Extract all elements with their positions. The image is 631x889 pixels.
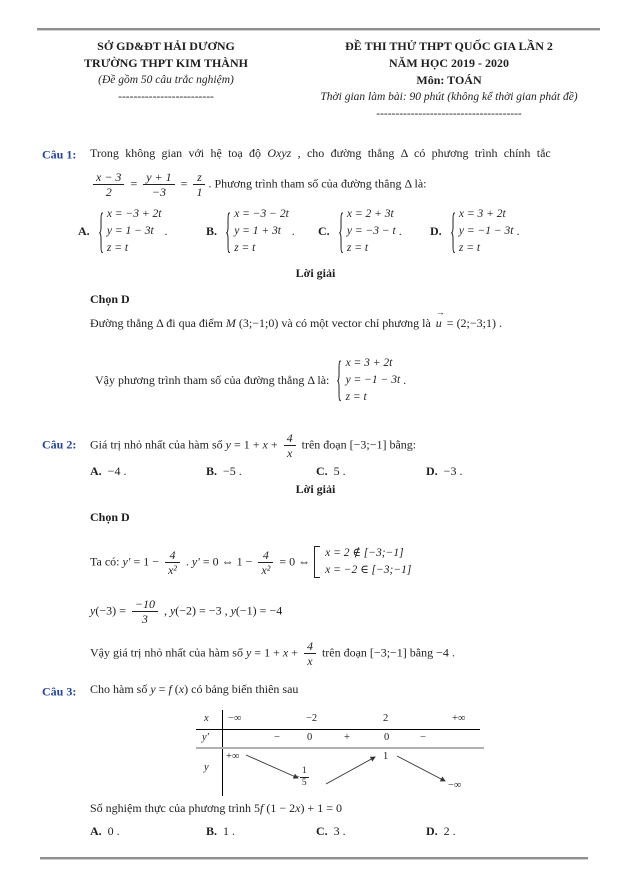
brace-icon: { <box>449 203 456 258</box>
option-b <box>206 464 316 479</box>
bottom-divider <box>40 857 588 859</box>
subject: Môn: TOÁN <box>416 73 482 87</box>
left-dashes: ------------------------- <box>118 91 214 103</box>
school-dept: SỞ GD&ĐT HẢI DƯƠNG <box>97 39 235 53</box>
question-3-equation: Số nghiệm thực của phương trình 5f (1 − 2x) + 1 = 0 <box>90 801 342 815</box>
solution-heading-2: Lời giải <box>295 482 336 496</box>
option-d-key: D. <box>426 464 438 478</box>
top-divider <box>37 28 600 30</box>
option-a <box>78 203 206 258</box>
school-header <box>40 38 292 106</box>
option-d-system: { x = 3 + 2t y = −1 − 3t z = t <box>448 206 514 257</box>
variation-arrows <box>196 710 484 798</box>
option-b-key: B. <box>206 824 218 838</box>
question-3-options <box>90 824 607 839</box>
question-2-options <box>90 464 607 479</box>
option-a-key: A. <box>90 824 102 838</box>
variation-table <box>196 710 484 798</box>
option-b-key: B. <box>206 224 218 238</box>
y-limit-left: +∞ <box>226 751 240 762</box>
yprime-zero-1: 0 <box>307 732 313 743</box>
y-maximum-value: 1 <box>383 751 389 762</box>
exam-title: ĐỀ THI THỬ THPT QUỐC GIA LẦN 2 <box>345 39 553 53</box>
question-1-stem-row <box>0 146 631 163</box>
option-d <box>430 203 607 258</box>
brace-icon: { <box>97 203 104 258</box>
brace-icon: { <box>225 203 232 258</box>
yprime-sign-3: − <box>420 732 426 743</box>
x-value-2: 2 <box>383 713 389 724</box>
question-3-equation-row <box>0 801 631 821</box>
yprime-zero-2: 0 <box>384 732 390 743</box>
option-c-system: { x = 2 + 3t y = −3 − t z = t <box>336 206 396 257</box>
question-2-solution-line-1 <box>0 534 601 590</box>
question-2-solution-line-3 <box>90 636 601 670</box>
option-d-value: −3 . <box>443 464 463 478</box>
option-a-system: { x = −3 + 2t y = 1 − 3t z = t <box>96 206 162 257</box>
solution-1-tail: . <box>403 372 407 387</box>
question-1-canonical-equation: $\frac{x - 3}{2}$ = $\frac{y + 1}{-3}$ = $\frac{z}{1}$ . Phương trình tham số của đường thẳng Δ là: <box>90 170 427 199</box>
question-1-options <box>78 203 607 258</box>
x-value-pos-inf: +∞ <box>452 713 466 724</box>
option-c <box>316 824 426 839</box>
solution-2-cases: x = 2 ∉ [−3;−1] x = −2 ∈ [−3;−1] <box>313 545 411 579</box>
arrow-decreasing-2-icon <box>397 756 445 781</box>
solution-1-system: { x = 3 + 2t y = −1 − 3t z = t <box>334 355 400 406</box>
minimum-numerator: 1 <box>301 766 307 776</box>
option-b-system: { x = −3 − 2t y = 1 + 3t z = t <box>223 206 289 257</box>
question-3-label: Câu 3: <box>42 684 77 699</box>
question-1-solution-line-1 <box>0 307 631 333</box>
option-a <box>90 464 206 479</box>
option-a <box>90 824 206 839</box>
yprime-sign-1: − <box>274 732 280 743</box>
option-b-value: −5 . <box>223 464 242 478</box>
bracket-icon <box>314 546 320 578</box>
option-c-key: C. <box>316 824 328 838</box>
question-1-equation-row <box>90 166 601 202</box>
solution-2-conclusion: Vậy giá trị nhỏ nhất của hàm số y = 1 + x + $\frac{4}{x}$ trên đoạn [−3;−1] bằng −4 . <box>90 638 455 668</box>
question-1-solution-line-2 <box>0 350 601 410</box>
school-name: TRƯỜNG THPT KIM THÀNH <box>84 56 248 70</box>
question-2-stem-row <box>0 428 601 462</box>
option-d-key: D. <box>426 824 438 838</box>
option-a-key: A. <box>78 224 90 238</box>
table-label-yprime: y′ <box>202 732 209 743</box>
question-3-stem: Cho hàm số y = f (x) có bảng biến thiên sau <box>90 682 299 696</box>
arrow-decreasing-1-icon <box>246 755 298 778</box>
option-c-key: C. <box>318 224 330 238</box>
solution-heading-1: Lời giải <box>295 266 336 280</box>
question-1-stem: Trong không gian với hệ toạ độ Oxyz , cho đường thẳng Δ có phương trình chính tắc <box>90 146 551 160</box>
option-c-key: C. <box>316 464 328 478</box>
chosen-answer-1: Chọn D <box>90 292 130 306</box>
solution-1-conclusion-text: Vậy phương trình tham số của đường thẳng Δ là: <box>95 372 330 387</box>
option-d-tail: . <box>516 224 520 238</box>
chosen-answer-2: Chọn D <box>90 510 130 524</box>
option-d-value: 2 . <box>443 824 456 838</box>
question-2-label: Câu 2: <box>42 437 77 452</box>
option-b-value: 1 . <box>223 824 236 838</box>
x-value-neg-inf: −∞ <box>228 713 242 724</box>
y-limit-right: −∞ <box>448 780 462 791</box>
solution-2-values: y(−3) = $\frac{-10}{3}$ , y(−2) = −3 , y(−1) = −4 <box>90 596 283 626</box>
option-a-key: A. <box>90 464 102 478</box>
question-1-label: Câu 1: <box>42 147 77 161</box>
solution-2-derivative: Ta có: y′ = 1 − $\frac{4}{\text{x²}}$ . y′ = 0 ⇔ 1 − $\frac{4}{\text{x²}}$ = 0 ⇔ <box>90 547 311 577</box>
option-c-tail: . <box>398 224 402 238</box>
option-b <box>206 824 316 839</box>
option-d <box>426 824 607 839</box>
question-2-stem: Giá trị nhỏ nhất của hàm số y = 1 + x + $\frac{4}{x}$ trên đoạn [−3;−1] bằng: <box>90 430 417 460</box>
minimum-denominator: 5 <box>301 778 307 788</box>
option-c <box>316 464 426 479</box>
option-a-value: 0 . <box>107 824 120 838</box>
option-c-value: 5 . <box>333 464 346 478</box>
minimum-sign: − <box>294 771 300 783</box>
option-b-tail: . <box>291 224 295 238</box>
x-value-neg-2: −2 <box>306 713 318 724</box>
option-d-key: D. <box>430 224 442 238</box>
question-2-solution-line-2 <box>90 594 601 628</box>
option-b <box>206 203 318 258</box>
option-c-value: 3 . <box>333 824 346 838</box>
question-3-stem-row <box>0 682 631 702</box>
option-c <box>318 203 430 258</box>
duration: Thời gian làm bài: 90 phút (không kể thời gian phát đề) <box>320 91 578 103</box>
yprime-sign-2: + <box>344 732 350 743</box>
option-a-value: −4 . <box>107 464 127 478</box>
option-d <box>426 464 607 479</box>
solution-1-text: Đường thẳng Δ đi qua điểm M (3;−1;0) và có một vector chỉ phương là → u = (2;−3;1) . <box>90 307 502 330</box>
option-b-key: B. <box>206 464 218 478</box>
exam-title-header <box>288 38 610 123</box>
school-year: NĂM HỌC 2019 - 2020 <box>389 56 509 70</box>
brace-icon: { <box>337 203 344 258</box>
table-label-y: y <box>204 762 209 773</box>
right-dashes: -------------------------------------- <box>376 108 522 120</box>
table-label-x: x <box>204 713 209 724</box>
brace-icon: { <box>336 351 343 406</box>
exam-note: (Đề gồm 50 câu trắc nghiệm) <box>98 74 234 86</box>
arrow-increasing-icon <box>326 757 375 784</box>
option-a-tail: . <box>164 224 168 238</box>
